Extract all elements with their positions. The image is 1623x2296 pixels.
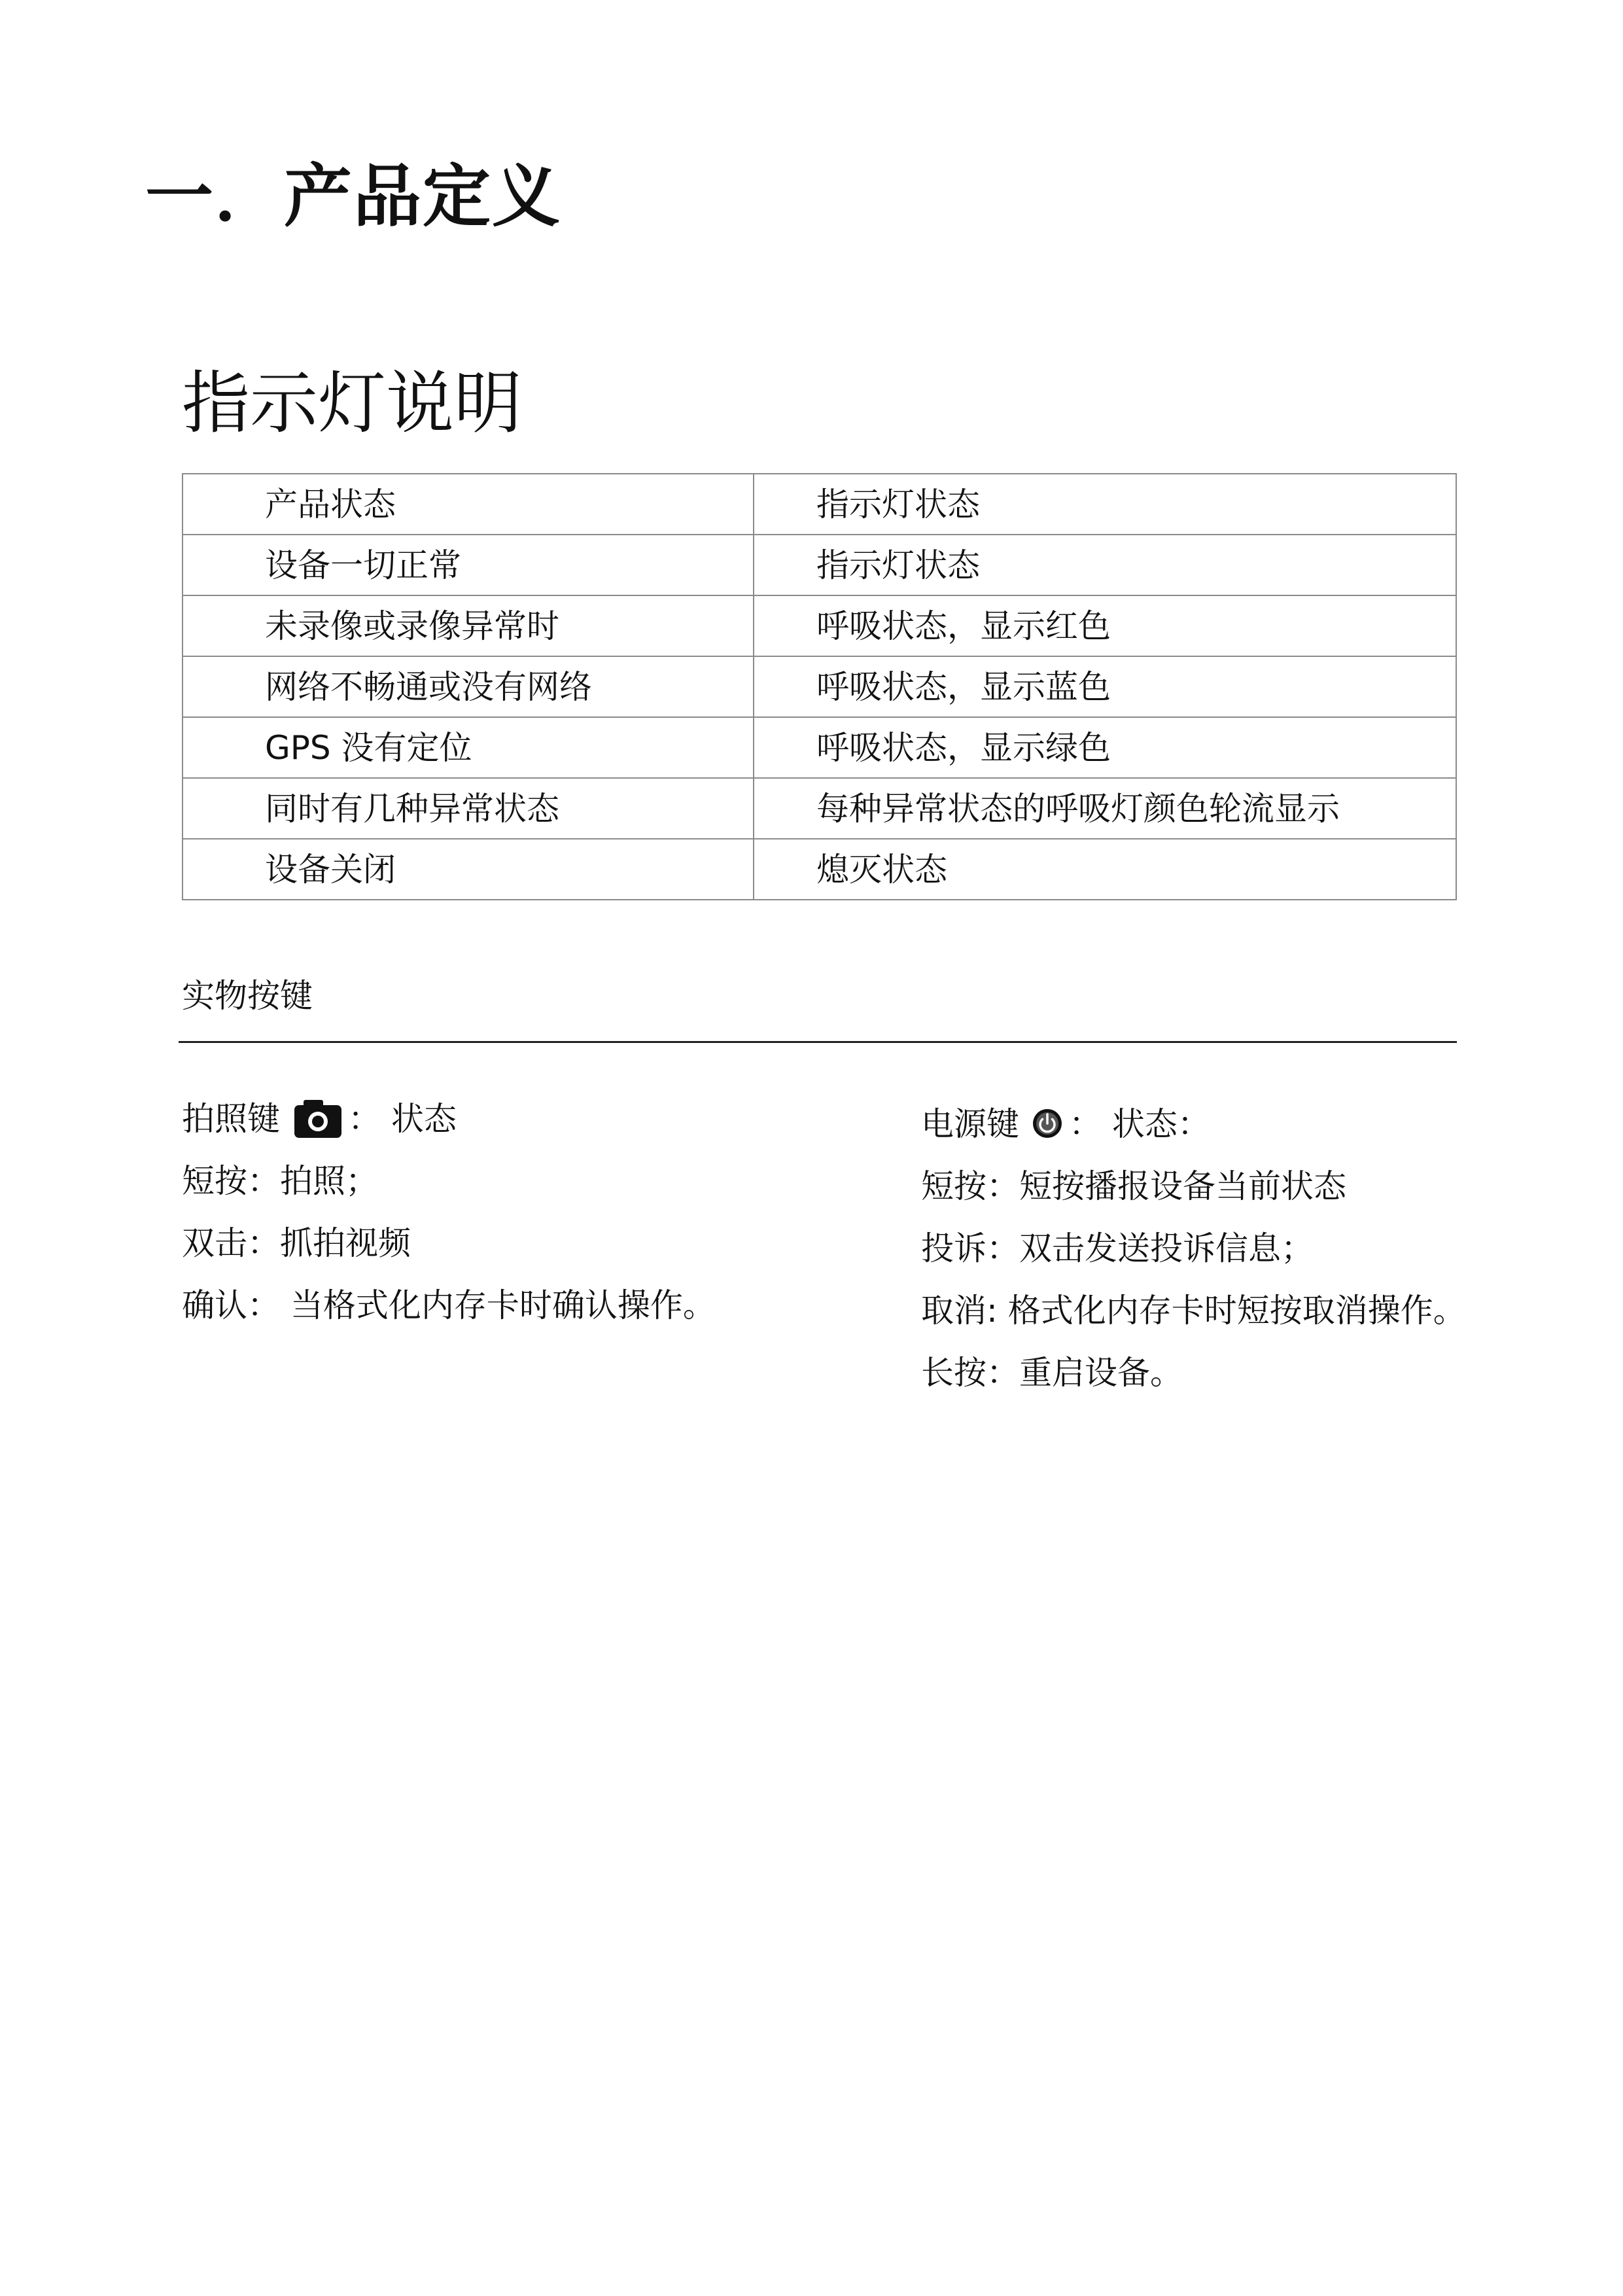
product-status-cell: 同时有几种异常状态 bbox=[183, 778, 754, 839]
photo-key-status: ： 状态 bbox=[348, 1100, 457, 1138]
photo-key-line: 短按：拍照； bbox=[182, 1162, 378, 1200]
table-row bbox=[183, 595, 1456, 656]
chapter-title: 一．产品定义 bbox=[145, 156, 562, 236]
indicator-status-cell: 呼吸状态，显示红色 bbox=[754, 595, 1456, 656]
power-key-title-line bbox=[921, 1104, 1457, 1167]
product-status-cell: 设备关闭 bbox=[183, 839, 754, 900]
power-key-status: ： 状态： bbox=[1069, 1105, 1210, 1143]
indicator-status-cell: 指示灯状态 bbox=[754, 535, 1456, 595]
table-row bbox=[183, 778, 1456, 839]
power-key-label: 电源键 bbox=[921, 1105, 1019, 1143]
product-status-cell: 网络不畅通或没有网络 bbox=[183, 656, 754, 717]
photo-key-line: 确认： 当格式化内存卡时确认操作。 bbox=[182, 1286, 716, 1324]
section-title: 指示灯说明 bbox=[182, 363, 523, 443]
header-indicator-status: 指示灯状态 bbox=[754, 474, 1456, 535]
table-header-row bbox=[183, 474, 1456, 535]
table-row bbox=[183, 535, 1456, 595]
table-row bbox=[183, 839, 1456, 900]
indicator-status-cell: 呼吸状态，显示绿色 bbox=[754, 717, 1456, 778]
power-key-line: 长按：重启设备。 bbox=[921, 1354, 1183, 1392]
indicator-status-cell: 每种异常状态的呼吸灯颜色轮流显示 bbox=[754, 778, 1456, 839]
power-key-line: 短按：短按播报设备当前状态 bbox=[921, 1167, 1346, 1205]
buttons-heading: 实物按键 bbox=[182, 977, 313, 1015]
photo-key-line: 双击：抓拍视频 bbox=[182, 1224, 411, 1262]
photo-key-title-line bbox=[182, 1099, 901, 1161]
indicator-status-cell: 熄灭状态 bbox=[754, 839, 1456, 900]
power-key-line: 投诉：双击发送投诉信息； bbox=[921, 1229, 1314, 1267]
table-row bbox=[183, 717, 1456, 778]
power-icon bbox=[1032, 1108, 1062, 1138]
indicator-status-cell: 呼吸状态，显示蓝色 bbox=[754, 656, 1456, 717]
product-status-cell: 未录像或录像异常时 bbox=[183, 595, 754, 656]
power-key-line: 取消: 格式化内存卡时短按取消操作。 bbox=[921, 1292, 1466, 1330]
table-row bbox=[183, 656, 1456, 717]
camera-icon bbox=[293, 1099, 343, 1139]
photo-key-section bbox=[182, 1099, 901, 1348]
header-product-status: 产品状态 bbox=[183, 474, 754, 535]
indicator-table bbox=[182, 473, 1457, 900]
product-status-cell: GPS 没有定位 bbox=[183, 717, 754, 778]
section-divider bbox=[179, 1041, 1457, 1043]
power-key-section bbox=[921, 1104, 1466, 1415]
product-status-cell: 设备一切正常 bbox=[183, 535, 754, 595]
photo-key-label: 拍照键 bbox=[182, 1100, 280, 1138]
